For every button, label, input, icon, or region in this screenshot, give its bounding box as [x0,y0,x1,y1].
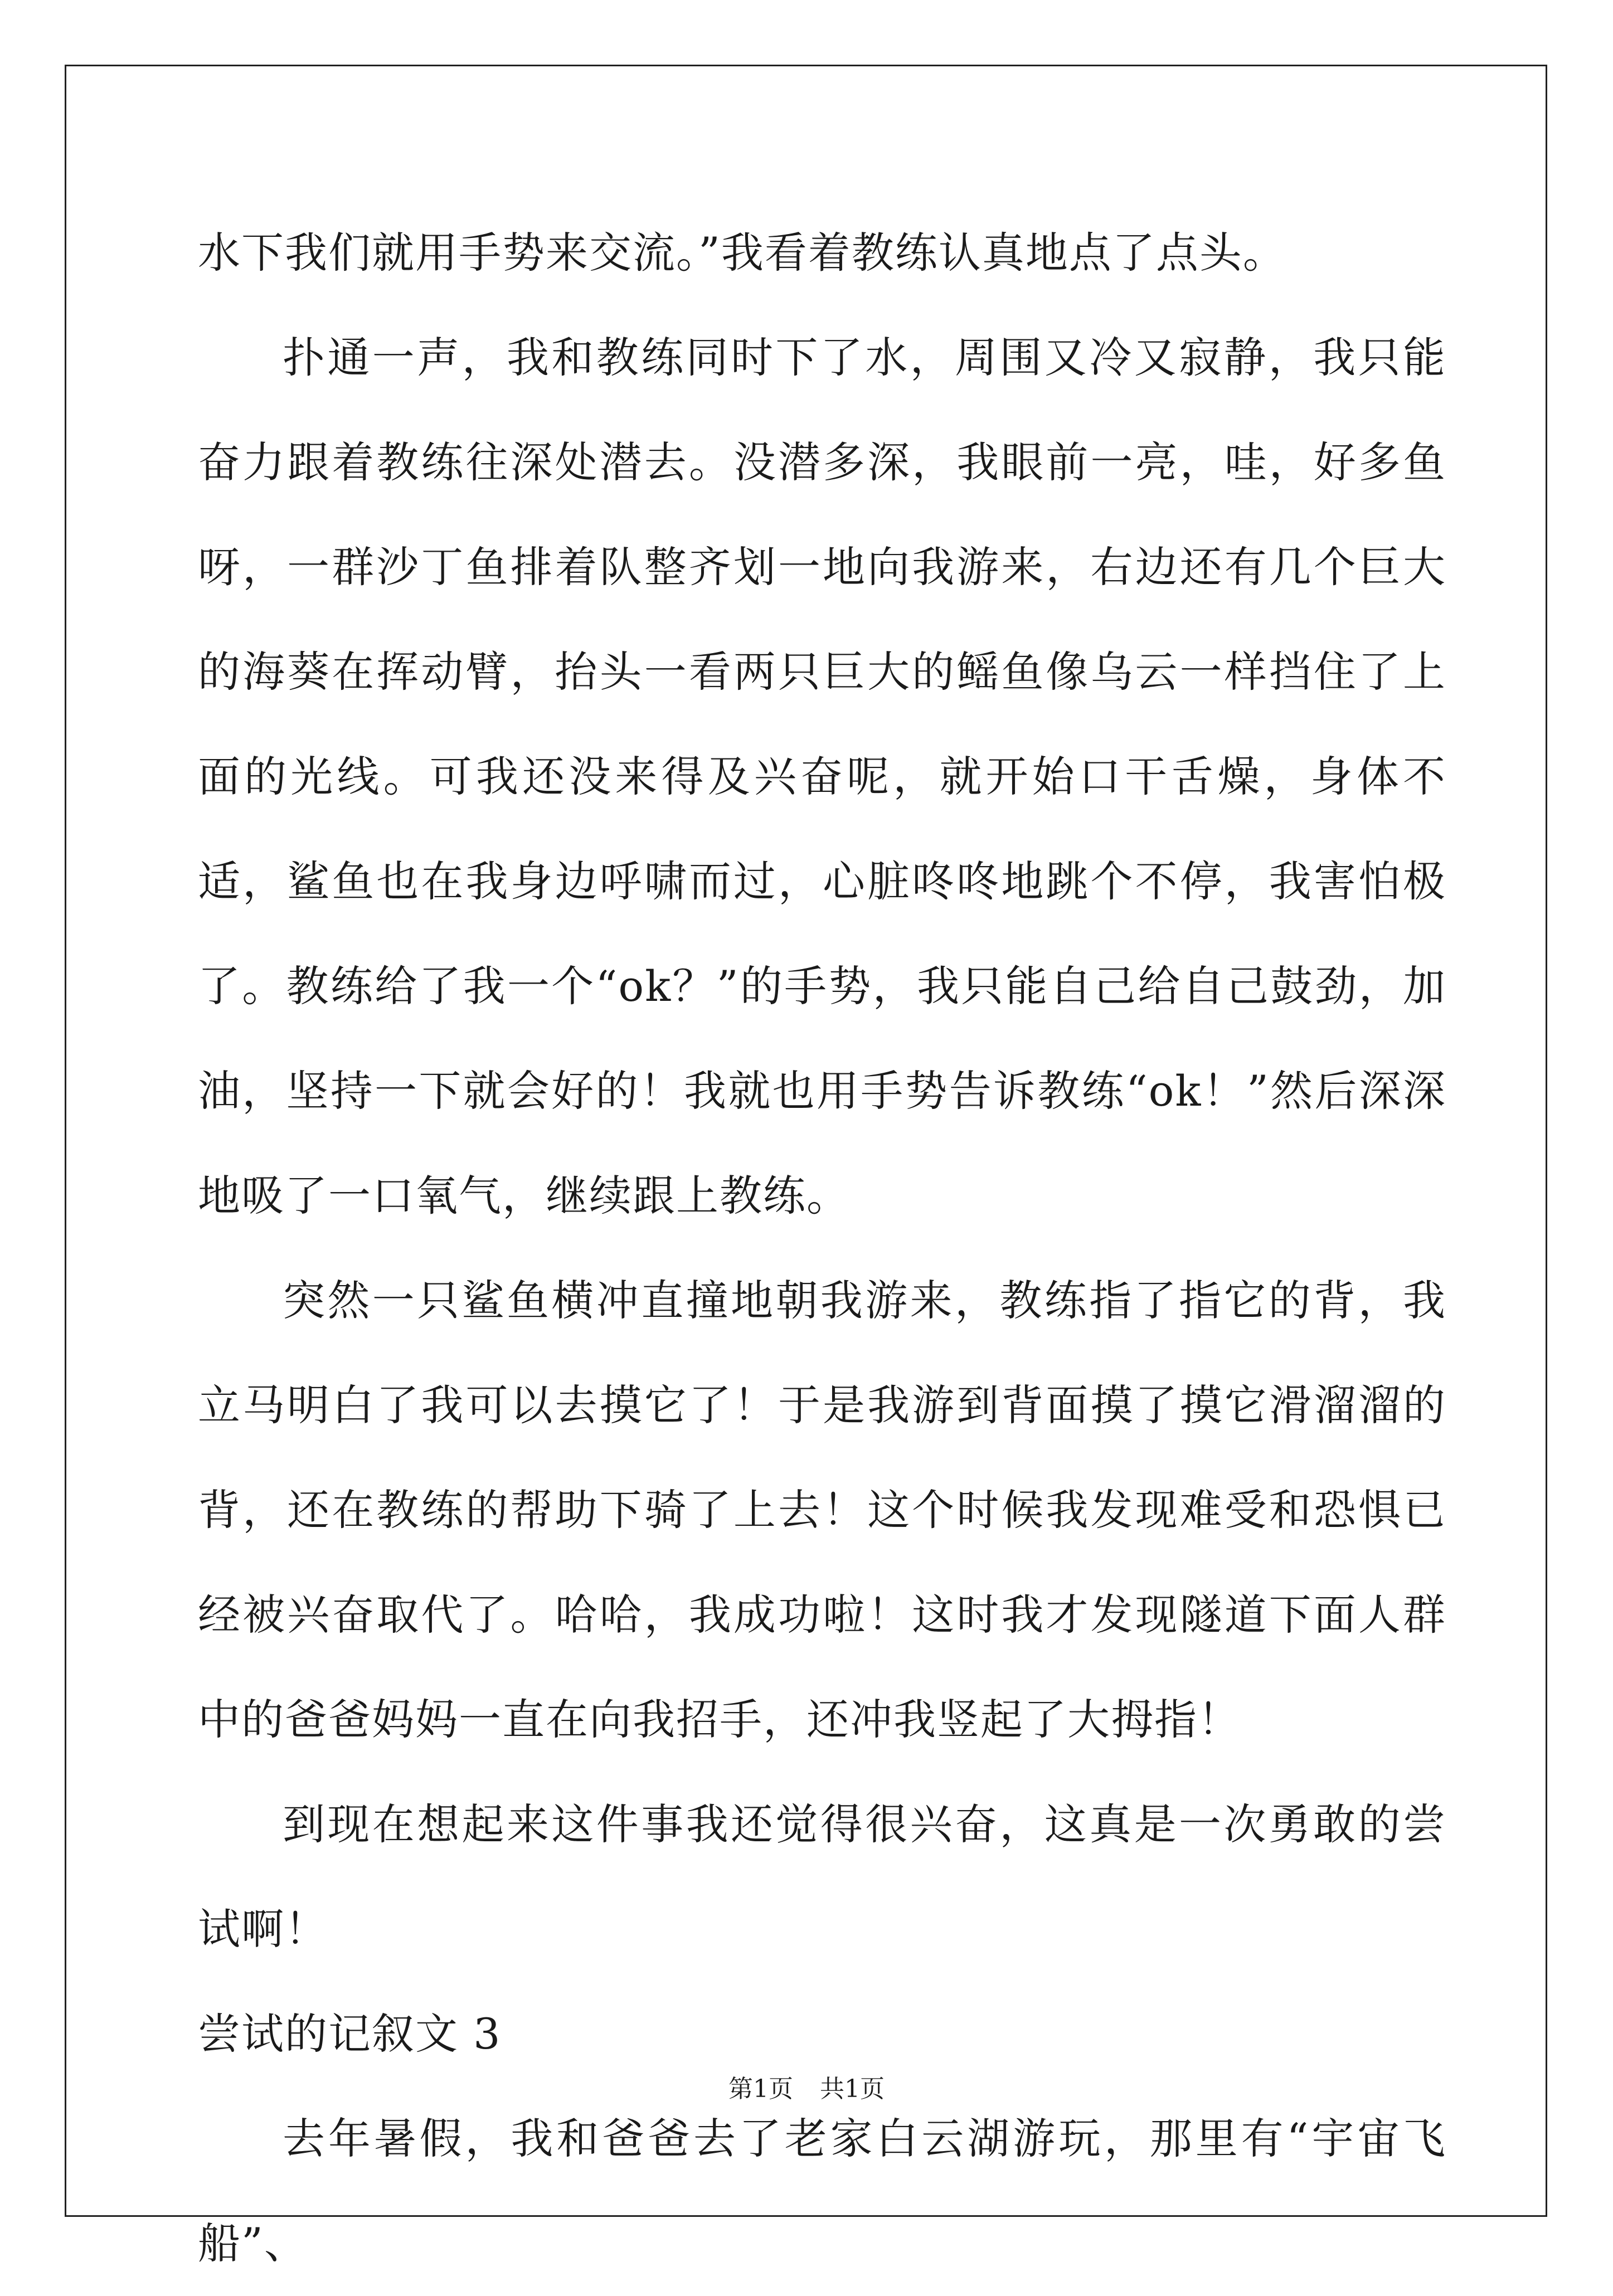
page-total: 共1页 [820,2075,885,2103]
page-number: 第1页 [728,2075,793,2103]
paragraph: 去年暑假，我和爸爸去了老家白云湖游玩，那里有“宇宙飞船”、 [198,2114,1446,2268]
document-body [198,201,1446,2296]
paragraph: 扑通一声，我和教练同时下了水，周围又冷又寂静，我只能奋力跟着教练往深处潜去。没潜多深，我眼前一亮，哇，好多鱼呀，一群沙丁鱼排着队整齐划一地向我游来，右边还有几个巨大的海葵在挥动臂，抬头一看两只巨大的鳐鱼像乌云一样挡住了上面的光线。可我还没来得及兴奋呢，就开始口干舌燥，身体不适，鲨鱼也在我身边呼啸而过，心脏咚咚地跳个不停，我害怕极了。教练给了我一个“ok？”的手势，我只能自己给自己鼓劲，加油，坚持一下就会好的！我就也用手势告诉教练“ok！”然后深深地吸了一口氧气，继续跟上教练。 [198,333,1446,1220]
page-footer [0,2069,1613,2104]
paragraph: 水下我们就用手势来交流。”我看着教练认真地点了点头。 [198,228,1286,278]
paragraph: 突然一只鲨鱼横冲直撞地朝我游来，教练指了指它的背，我立马明白了我可以去摸它了！于是我游到背面摸了摸它滑溜溜的背，还在教练的帮助下骑了上去！这个时候我发现难受和恐惧已经被兴奋取代了。哈哈，我成功啦！这时我才发现隧道下面人群中的爸爸妈妈一直在向我招手，还冲我竖起了大拇指！ [198,1276,1446,1744]
paragraph: 到现在想起来这件事我还觉得很兴奋，这真是一次勇敢的尝试啊！ [198,1799,1446,1954]
section-heading: 尝试的记叙文 3 [198,2009,502,2059]
